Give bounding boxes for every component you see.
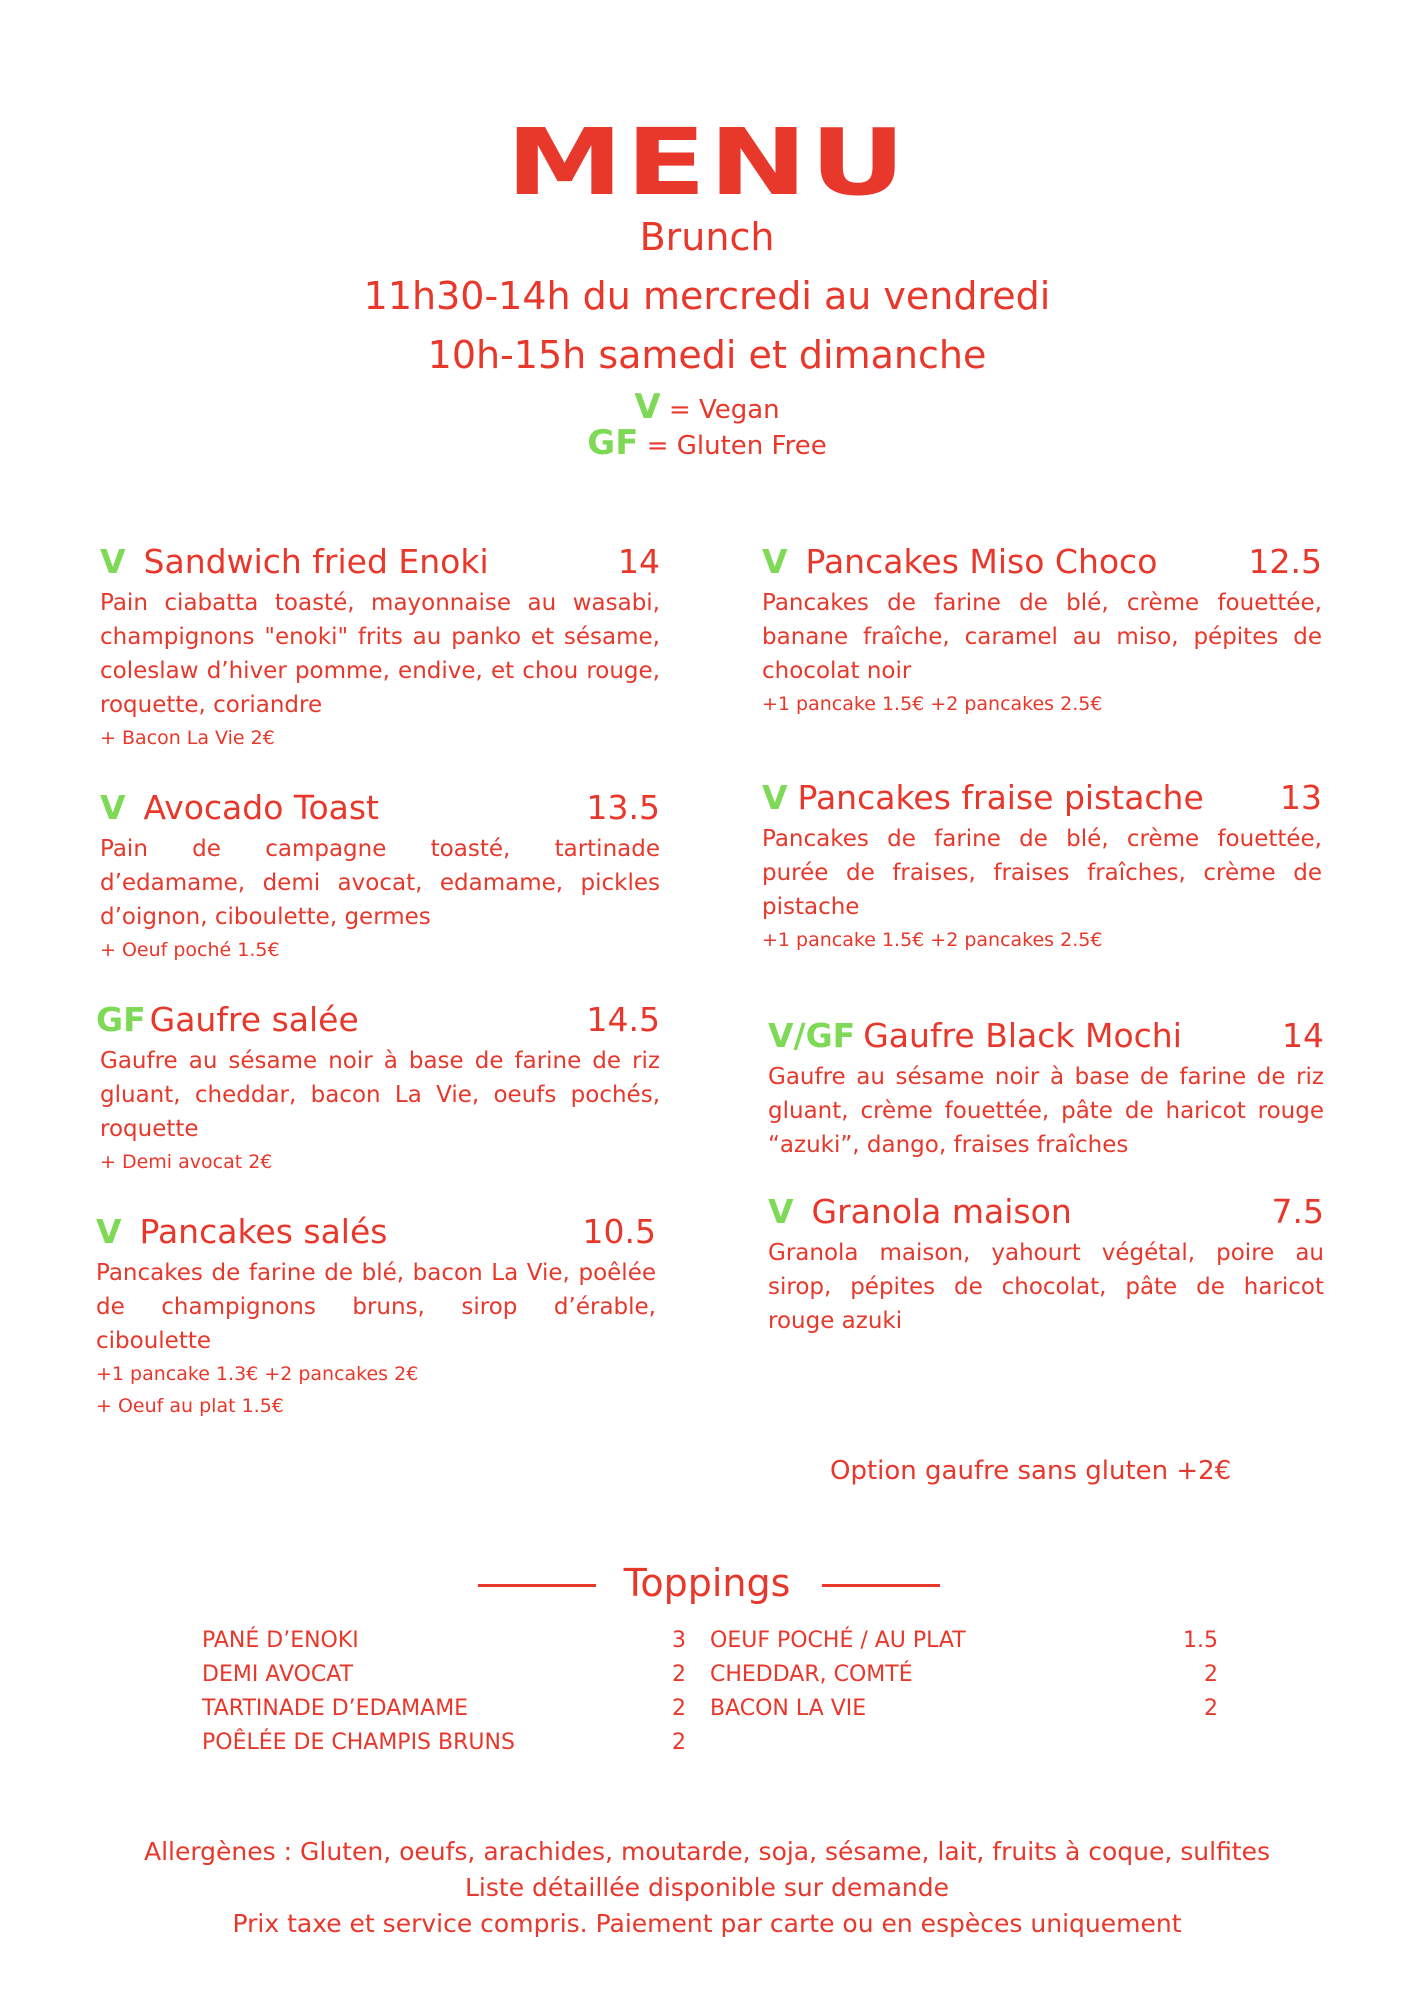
item-description: Pancakes de farine de blé, crème fouettée, purée de fraises, fraises fraîches, crème de pistache bbox=[762, 826, 1322, 920]
item-name: Granola maison bbox=[811, 1192, 1072, 1231]
item-price: 14 bbox=[618, 542, 660, 581]
item-extra: + Demi avocat 2€ bbox=[100, 1151, 273, 1173]
topping-name: TARTINADE D’EDAMAME bbox=[202, 1696, 469, 1721]
topping-row bbox=[710, 1658, 1218, 1692]
item-description: Pain de campagne toasté, tartinade d’edamame, demi avocat, edamame, pickles d’oignon, ciboulette, germes bbox=[100, 836, 660, 930]
topping-price: 2 bbox=[1204, 1662, 1218, 1687]
item-price: 13.5 bbox=[586, 788, 660, 827]
item-price: 14 bbox=[1282, 1016, 1324, 1055]
topping-price: 2 bbox=[672, 1662, 686, 1687]
topping-price: 1.5 bbox=[1183, 1628, 1218, 1653]
topping-price: 2 bbox=[1204, 1696, 1218, 1721]
item-name: Gaufre Black Mochi bbox=[863, 1016, 1182, 1055]
menu-subtitle: Brunch bbox=[639, 215, 775, 259]
item-price: 14.5 bbox=[586, 1000, 660, 1039]
menu-item-sandwich-fried-enoki bbox=[100, 542, 660, 754]
toppings-title: Toppings bbox=[623, 1561, 791, 1605]
topping-price: 2 bbox=[672, 1730, 686, 1755]
item-name: Pancakes Miso Choco bbox=[805, 542, 1158, 581]
item-price: 13 bbox=[1280, 778, 1322, 817]
legend-vegan bbox=[0, 387, 1414, 427]
topping-name: DEMI AVOCAT bbox=[202, 1662, 354, 1687]
menu-item-pancakes-fraise-pistache bbox=[762, 778, 1322, 956]
diet-tag: V bbox=[768, 1192, 794, 1231]
topping-name: BACON LA VIE bbox=[710, 1696, 867, 1721]
item-price: 10.5 bbox=[582, 1212, 656, 1251]
topping-row bbox=[710, 1624, 1218, 1658]
item-description: Granola maison, yahourt végétal, poire au sirop, pépites de chocolat, pâte de haricot rouge azuki bbox=[768, 1240, 1324, 1334]
topping-row bbox=[202, 1726, 686, 1760]
toppings-right-list bbox=[710, 1624, 1218, 1726]
legend-gluten-free bbox=[0, 423, 1414, 463]
diet-tag: V bbox=[100, 542, 126, 581]
menu-item-gaufre-black-mochi bbox=[768, 1016, 1324, 1162]
item-description: Pain ciabatta toasté, mayonnaise au wasabi, champignons "enoki" frits au panko et sésame, coleslaw d’hiver pomme, endive, et chou rouge, roquette, coriandre bbox=[100, 590, 660, 718]
menu-title: MENU bbox=[505, 109, 909, 216]
item-extra: +1 pancake 1.5€ +2 pancakes 2.5€ bbox=[762, 929, 1103, 951]
payment-note: Prix taxe et service compris. Paiement par carte ou en espèces uniquement bbox=[232, 1909, 1182, 1938]
item-extra: +1 pancake 1.5€ +2 pancakes 2.5€ bbox=[762, 693, 1103, 715]
allergens-note: Allergènes : Gluten, oeufs, arachides, moutarde, soja, sésame, lait, fruits à coque, sulfites bbox=[143, 1837, 1271, 1866]
item-price: 7.5 bbox=[1271, 1192, 1324, 1231]
diet-tag: V/GF bbox=[768, 1016, 856, 1055]
item-extra: + Bacon La Vie 2€ bbox=[100, 727, 275, 749]
toppings-left-list bbox=[202, 1624, 686, 1760]
topping-name: CHEDDAR, COMTÉ bbox=[710, 1662, 913, 1687]
hours-weekdays: 11h30-14h du mercredi au vendredi bbox=[363, 274, 1051, 318]
item-extra: + Oeuf poché 1.5€ bbox=[100, 939, 280, 961]
diet-tag: V bbox=[96, 1212, 122, 1251]
item-name: Avocado Toast bbox=[143, 788, 379, 827]
gluten-free-legend-text: = Gluten Free bbox=[646, 431, 827, 461]
diet-tag: V bbox=[762, 542, 788, 581]
topping-row bbox=[710, 1692, 1218, 1726]
menu-item-gaufre-salee bbox=[96, 1000, 660, 1178]
item-description: Pancakes de farine de blé, crème fouettée, banane fraîche, caramel au miso, pépites de chocolat noir bbox=[762, 590, 1322, 684]
toppings-rule-right bbox=[822, 1584, 940, 1587]
gluten-free-tag: GF bbox=[587, 423, 639, 463]
topping-row bbox=[202, 1658, 686, 1692]
item-description: Pancakes de farine de blé, bacon La Vie, poêlée de champignons bruns, sirop d’érable, ciboulette bbox=[96, 1260, 656, 1354]
topping-name: OEUF POCHÉ / AU PLAT bbox=[710, 1628, 966, 1653]
item-description: Gaufre au sésame noir à base de farine de riz gluant, cheddar, bacon La Vie, oeufs pochés, roquette bbox=[100, 1048, 660, 1142]
allergens-list-note: Liste détaillée disponible sur demande bbox=[465, 1873, 949, 1902]
topping-name: POÊLÉE DE CHAMPIS BRUNS bbox=[202, 1730, 515, 1755]
option-note: Option gaufre sans gluten +2€ bbox=[830, 1456, 1232, 1486]
diet-tag: V bbox=[100, 788, 126, 827]
vegan-legend-text: = Vegan bbox=[668, 395, 780, 425]
topping-row bbox=[202, 1692, 686, 1726]
item-name: Pancakes fraise pistache bbox=[797, 778, 1204, 817]
topping-price: 2 bbox=[672, 1696, 686, 1721]
item-name: Gaufre salée bbox=[149, 1000, 359, 1039]
menu-item-pancakes-sales bbox=[96, 1212, 656, 1422]
topping-row bbox=[202, 1624, 686, 1658]
diet-tag: V bbox=[762, 778, 788, 817]
item-name: Pancakes salés bbox=[139, 1212, 388, 1251]
menu-item-pancakes-miso-choco bbox=[762, 542, 1322, 720]
topping-price: 3 bbox=[672, 1628, 686, 1653]
item-extra: + Oeuf au plat 1.5€ bbox=[96, 1395, 284, 1417]
item-description: Gaufre au sésame noir à base de farine de riz gluant, crème fouettée, pâte de haricot rouge “azuki”, dango, fraises fraîches bbox=[768, 1064, 1324, 1158]
diet-tag: GF bbox=[96, 1000, 146, 1039]
menu-item-granola-maison bbox=[768, 1192, 1324, 1338]
item-extra: +1 pancake 1.3€ +2 pancakes 2€ bbox=[96, 1363, 419, 1385]
item-name: Sandwich fried Enoki bbox=[143, 542, 489, 581]
item-price: 12.5 bbox=[1248, 542, 1322, 581]
menu-item-avocado-toast bbox=[100, 788, 660, 966]
topping-name: PANÉ D’ENOKI bbox=[202, 1628, 359, 1653]
vegan-tag: V bbox=[634, 387, 661, 427]
hours-weekend: 10h-15h samedi et dimanche bbox=[427, 333, 987, 377]
